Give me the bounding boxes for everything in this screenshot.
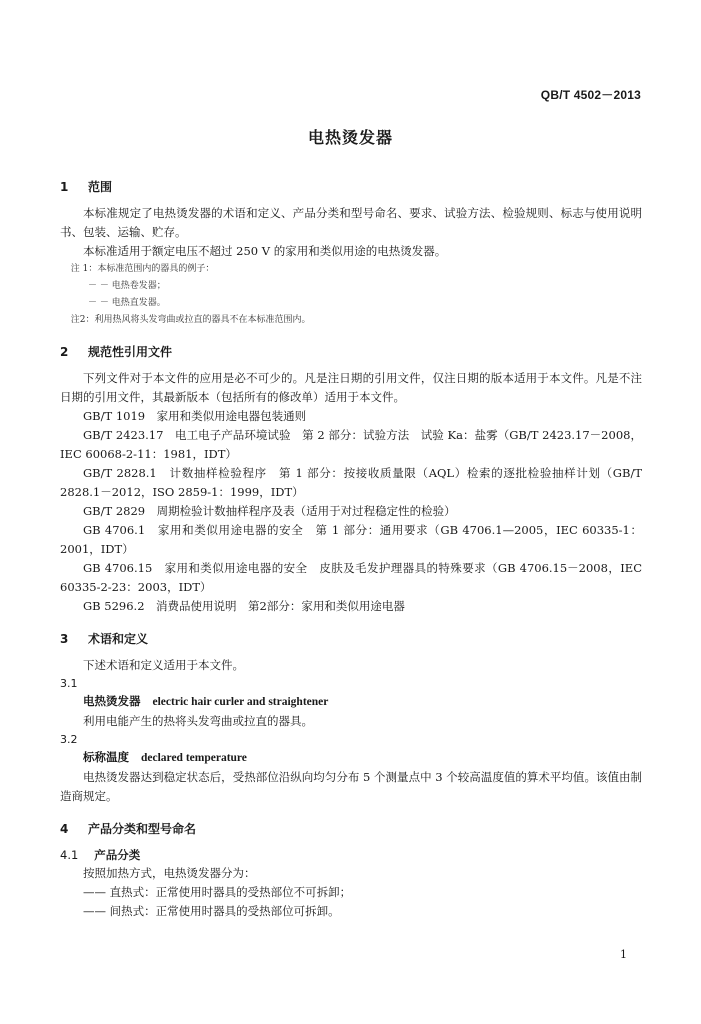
- term-entry: [60, 692, 642, 712]
- section-title: 规范性引用文件: [88, 345, 173, 359]
- clause-number: 3.2: [60, 733, 78, 746]
- section-title: 范围: [88, 180, 113, 194]
- reference-item: GB 5296.2 消费品使用说明 第2部分：家用和类似用途电器: [83, 599, 405, 613]
- standard-code: QB/T 4502－2013: [540, 88, 641, 102]
- section-heading-scope: [60, 178, 642, 196]
- term-chinese: 电热烫发器: [83, 694, 141, 708]
- note: 注 1：本标准范围内的器具的例子：: [70, 264, 215, 274]
- document-body: [60, 178, 642, 921]
- term-entry: [60, 748, 642, 768]
- section-heading-classification: [60, 820, 642, 838]
- note: 注2：利用热风将头发弯曲或拉直的器具不在本标准范围内。: [70, 315, 311, 325]
- section-number: 4: [60, 822, 69, 836]
- term-english: declared temperature: [141, 752, 247, 764]
- note-item: － － 电热直发器。: [88, 298, 166, 308]
- clause-number: 3.1: [60, 677, 78, 690]
- section-number: 1: [60, 180, 69, 194]
- reference-item: GB 4706.15 家用和类似用途电器的安全 皮肤及毛发护理器具的特殊要求（GB 4706.15－2008，IEC 60335-2-23：2003，IDT）: [60, 561, 642, 594]
- section-heading-terms: [60, 630, 642, 648]
- reference-item: GB/T 1019 家用和类似用途电器包装通则: [83, 409, 307, 423]
- paragraph: 下述术语和定义适用于本文件。: [83, 658, 244, 672]
- paragraph: 本标准规定了电热烫发器的术语和定义、产品分类和型号命名、要求、试验方法、检验规则、标志与使用说明书、包装、运输、贮存。: [60, 206, 642, 239]
- term-english: electric hair curler and straightener: [152, 696, 329, 708]
- list-item: —— 间热式：正常使用时器具的受热部位可拆卸。: [83, 904, 340, 918]
- paragraph: 下列文件对于本文件的应用是必不可少的。凡是注日期的引用文件，仅注日期的版本适用于本文件。凡是不注日期的引用文件，其最新版本（包括所有的修改单）适用于本文件。: [60, 371, 642, 404]
- document-title: 电热烫发器: [307, 128, 393, 147]
- subsection-heading: [60, 846, 642, 864]
- section-number: 3: [60, 632, 69, 646]
- reference-item: GB 4706.1 家用和类似用途电器的安全 第 1 部分：通用要求（GB 4706.1—2005，IEC 60335-1：2001，IDT）: [60, 523, 642, 556]
- section-title: 术语和定义: [88, 632, 149, 646]
- section-title: 产品分类和型号命名: [88, 822, 197, 836]
- reference-item: GB/T 2828.1 计数抽样检验程序 第 1 部分：按接收质量限（AQL）检索的逐批检验抽样计划（GB/T 2828.1－2012，ISO 2859-1：1999，IDT）: [60, 466, 642, 499]
- list-item: —— 直热式：正常使用时器具的受热部位不可拆卸；: [83, 885, 352, 899]
- subsection-title: 产品分类: [94, 848, 141, 862]
- term-chinese: 标称温度: [83, 750, 129, 764]
- note-item: － － 电热卷发器；: [88, 281, 166, 291]
- page-number: 1: [620, 948, 627, 961]
- term-definition: 利用电能产生的热将头发弯曲或拉直的器具。: [83, 714, 313, 728]
- section-heading-normative-references: [60, 343, 642, 361]
- term-definition: 电热烫发器达到稳定状态后，受热部位沿纵向均匀分布 5 个测量点中 3 个较高温度值的算术平均值。该值由制造商规定。: [60, 770, 642, 803]
- section-number: 2: [60, 345, 69, 359]
- paragraph: 本标准适用于额定电压不超过 250 V 的家用和类似用途的电热烫发器。: [83, 244, 447, 258]
- subsection-number: 4.1: [60, 848, 79, 862]
- reference-item: GB/T 2423.17 电工电子产品环境试验 第 2 部分：试验方法 试验 Ka：盐雾（GB/T 2423.17－2008，IEC 60068-2-11：1981，IDT）: [60, 428, 642, 461]
- reference-item: GB/T 2829 周期检验计数抽样程序及表（适用于对过程稳定性的检验）: [83, 504, 456, 518]
- paragraph: 按照加热方式，电热烫发器分为：: [83, 866, 256, 880]
